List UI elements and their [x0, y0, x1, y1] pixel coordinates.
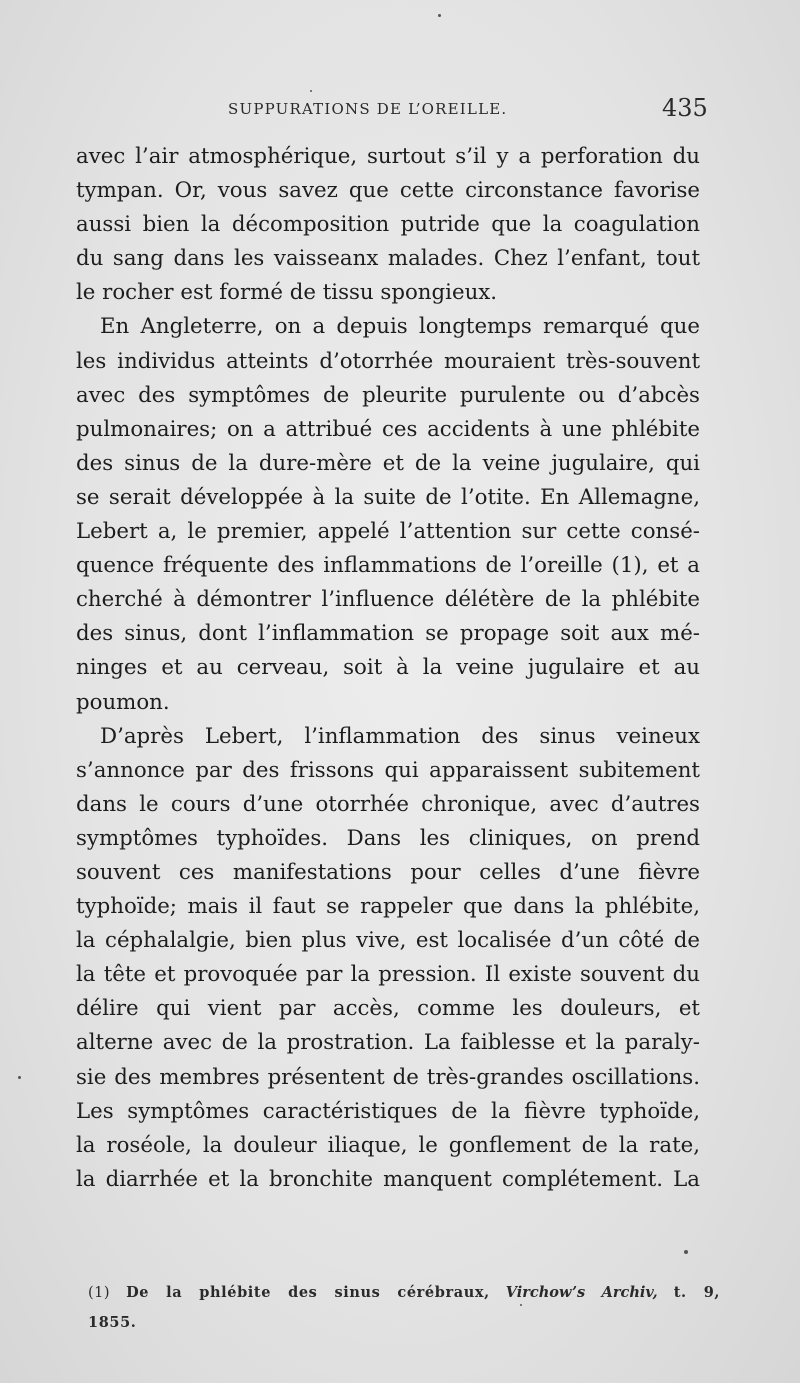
text-line: les individus atteints d’otorrhée mouraient très-souvent — [76, 348, 700, 374]
footnote-line — [88, 1278, 720, 1308]
footnote-journal: Virchow’s Archiv, — [505, 1284, 658, 1301]
text-line: souvent ces manifestations pour celles d’une fièvre — [76, 859, 700, 885]
text-line: cherché à démontrer l’influence délétère de la phlébite — [76, 587, 700, 613]
text-line: ninges et au cerveau, soit à la veine jugulaire et au — [76, 655, 700, 681]
footnote-line — [88, 1308, 720, 1338]
paragraph-first-line: D’après Lebert, l’inflammation des sinus veineux — [100, 723, 700, 749]
text-line: la céphalalgie, bien plus vive, est localisée d’un côté de — [76, 928, 700, 954]
text-line: délire qui vient par accès, comme les douleurs, et — [76, 996, 700, 1022]
paragraph-first-line: En Angleterre, on a depuis longtemps remarqué que — [100, 314, 700, 340]
text-line: des sinus de la dure-mère et de la veine jugulaire, qui — [76, 450, 700, 476]
running-title: SUPPURATIONS DE L’OREILLE. — [228, 100, 508, 118]
text-line: quence fréquente des inflammations de l’oreille (1), et a — [76, 553, 700, 579]
footnote-marker: (1) — [88, 1285, 111, 1301]
text-line: se serait développée à la suite de l’otite. En Allemagne, — [76, 484, 700, 510]
text-line: Les symptômes caractéristiques de la fièvre typhoïde, — [76, 1098, 700, 1124]
text-line: la roséole, la douleur iliaque, le gonflement de la rate, — [76, 1132, 700, 1158]
footnote-text: De la phlébite des sinus cérébraux, — [126, 1284, 490, 1301]
text-line: typhoïde; mais il faut se rappeler que dans la phlébite, — [76, 894, 700, 920]
page-header — [0, 94, 800, 130]
paper-speck — [520, 1304, 522, 1306]
text-line: la diarrhée et la bronchite manquent complétement. La — [76, 1166, 700, 1192]
text-line: poumon. — [76, 689, 170, 715]
text-line: la tête et provoquée par la pression. Il existe souvent du — [76, 962, 700, 988]
page-number: 435 — [662, 94, 708, 122]
text-line: avec des symptômes de pleurite purulente ou d’abcès — [76, 382, 700, 408]
footnote-year: 1855. — [88, 1314, 137, 1331]
text-line: s’annonce par des frissons qui apparaissent subitement — [76, 757, 700, 783]
text-line: pulmonaires; on a attribué ces accidents à une phlébite — [76, 416, 700, 442]
text-line: dans le cours d’une otorrhée chronique, avec d’autres — [76, 791, 700, 817]
text-line: du sang dans les vaisseanx malades. Chez l’enfant, tout — [76, 246, 700, 272]
paper-speck — [684, 1250, 688, 1254]
text-line: Lebert a, le premier, appelé l’attention sur cette consé- — [76, 519, 700, 545]
text-line: des sinus, dont l’inflammation se propage soit aux mé- — [76, 621, 700, 647]
paper-speck — [438, 14, 441, 17]
footnote — [88, 1278, 720, 1338]
text-line: aussi bien la décomposition putride que la coagulation — [76, 212, 700, 238]
text-line: symptômes typhoïdes. Dans les cliniques, on prend — [76, 825, 700, 851]
text-line: le rocher est formé de tissu spongieux. — [76, 280, 498, 306]
paper-speck — [18, 1076, 21, 1079]
text-line: alterne avec de la prostration. La faiblesse et la paraly- — [76, 1030, 700, 1056]
footnote-volume: t. 9, — [673, 1284, 721, 1301]
text-line: avec l’air atmosphérique, surtout s’il y a perforation du — [76, 144, 700, 169]
text-line: tympan. Or, vous savez que cette circonstance favorise — [76, 178, 700, 204]
text-line: sie des membres présentent de très-grandes oscillations. — [76, 1064, 700, 1090]
paper-speck — [310, 90, 312, 92]
body-text — [76, 140, 700, 1197]
